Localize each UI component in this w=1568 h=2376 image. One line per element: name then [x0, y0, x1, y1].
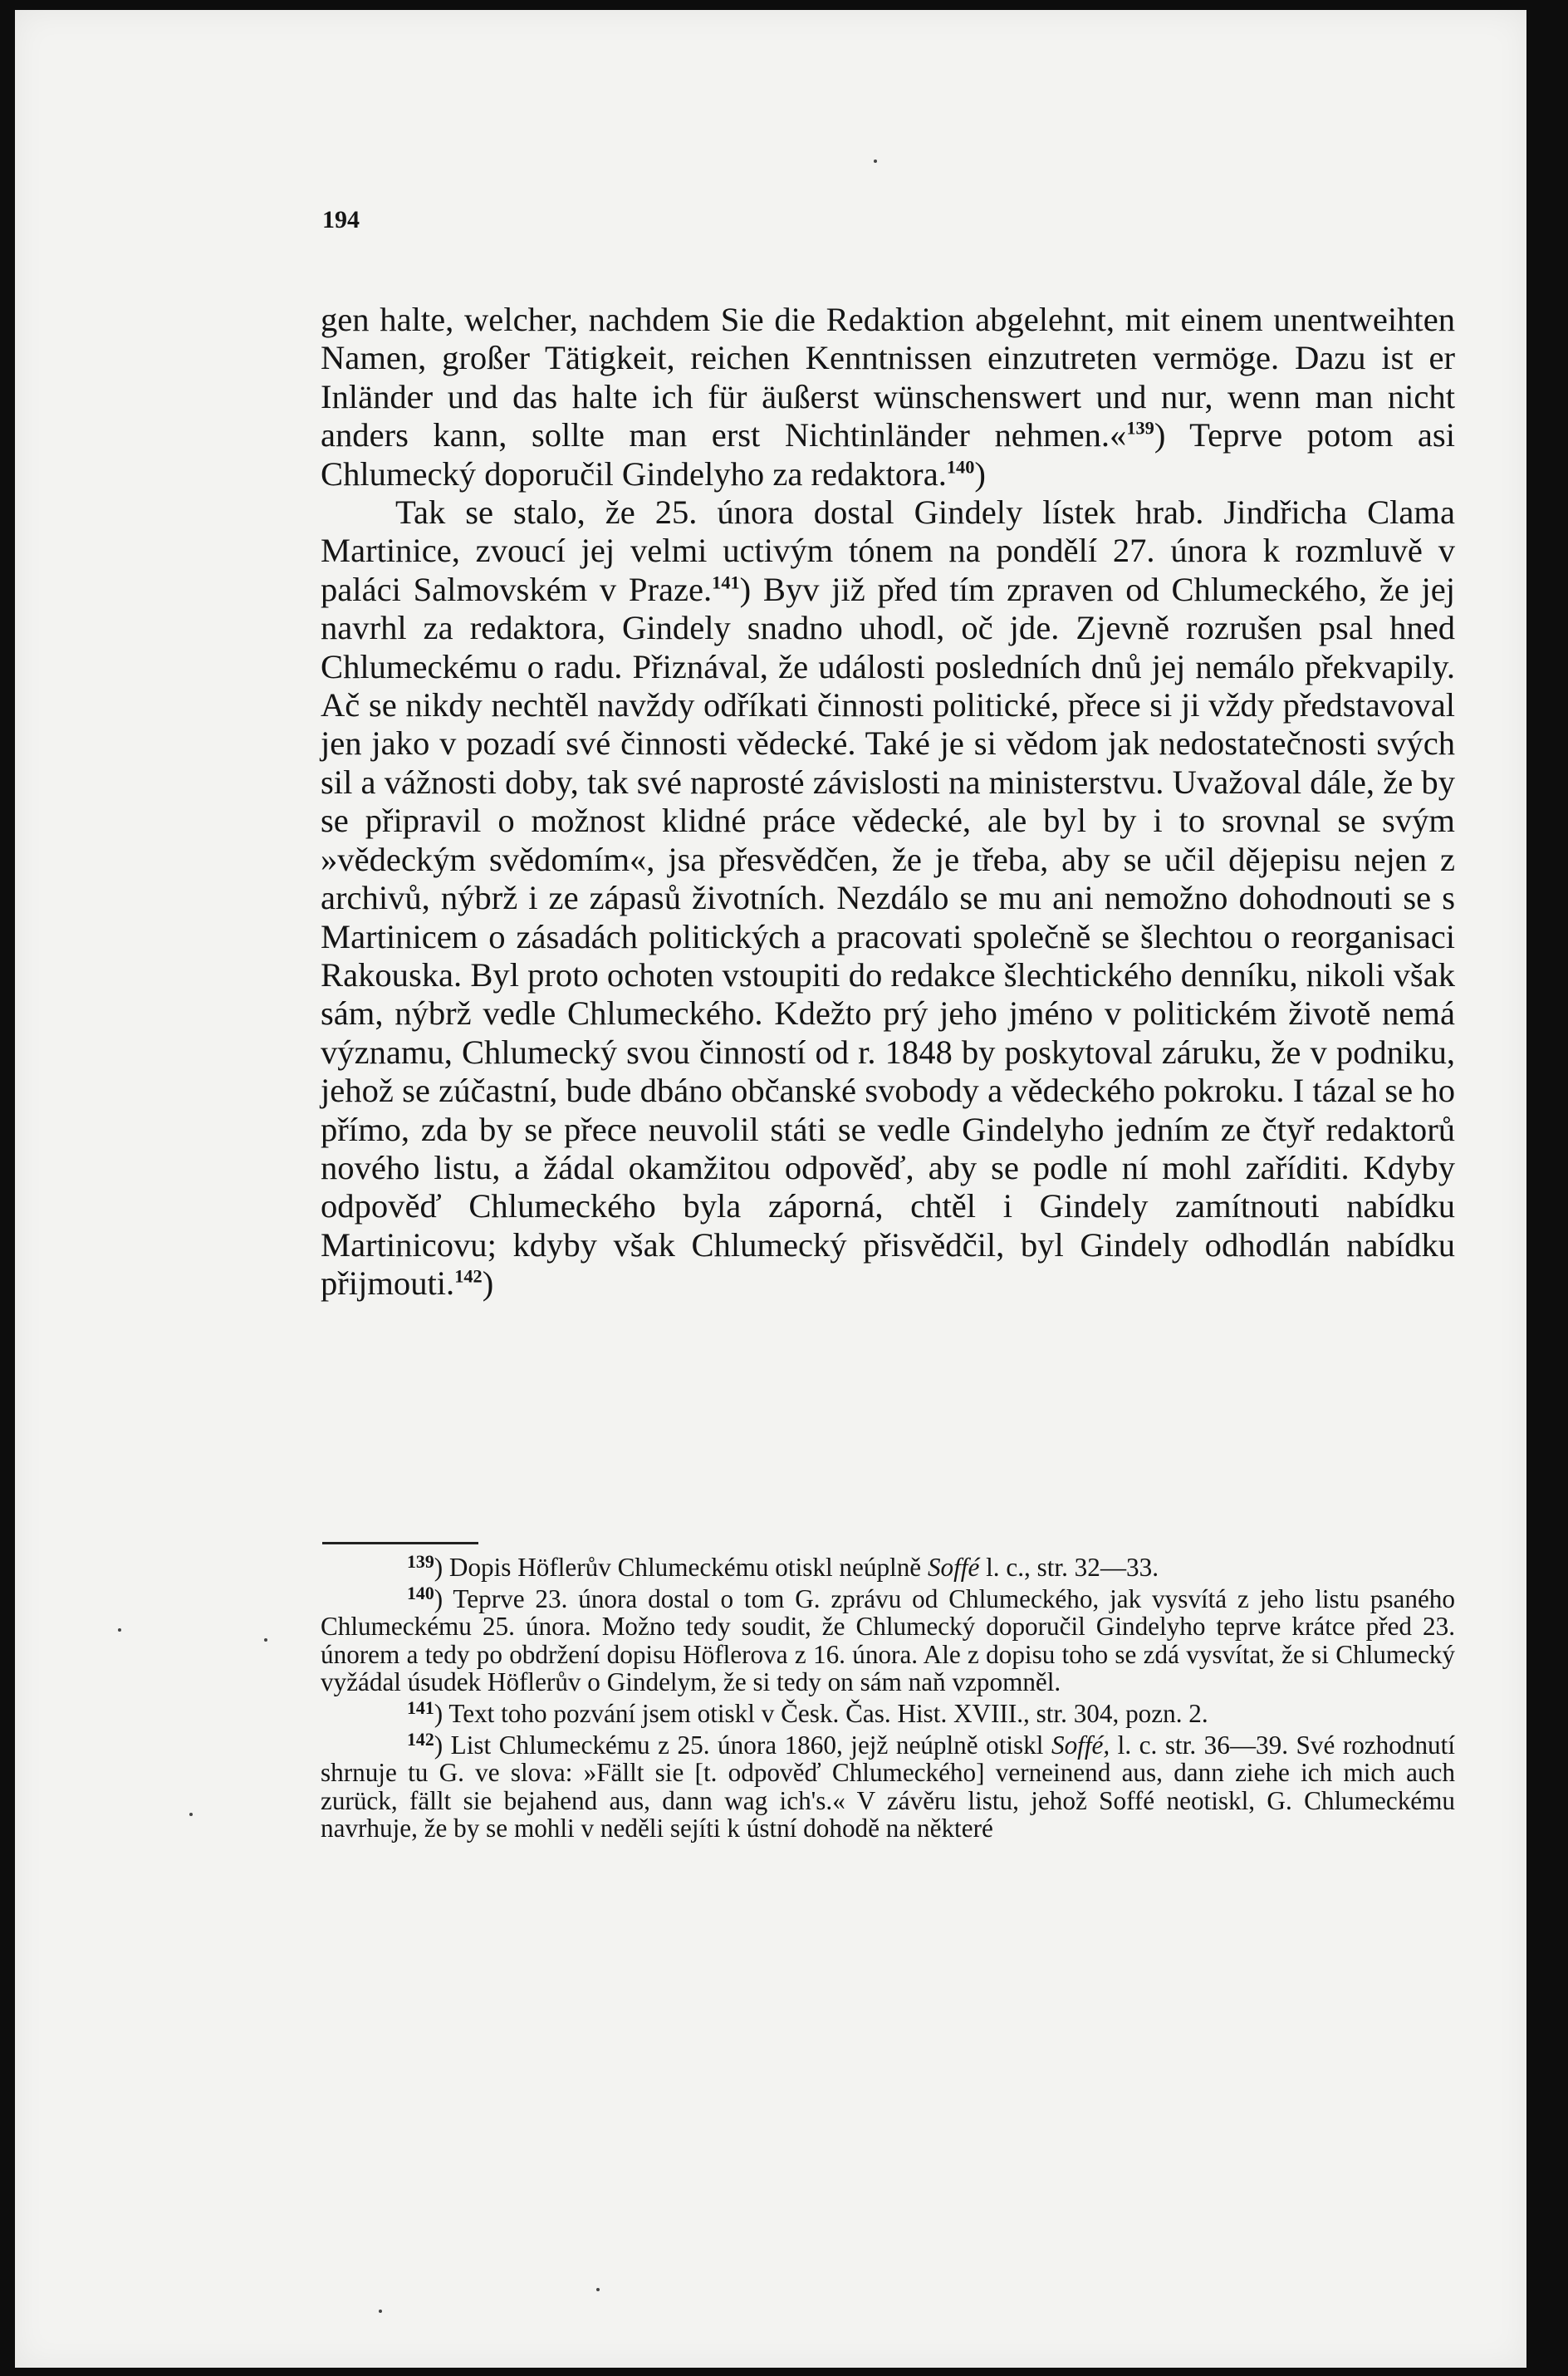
paragraph-1-text: gen halte, welcher, nachdem Sie die Redaktion abgelehnt, mit einem unentweihten Namen, großer Tätigkeit, reichen Kenntnissen einzutreten vermöge. Dazu ist er Inländer und das halte ich für äußerst wünschenswert und nur, wenn man nicht anders kann, sollte man erst Nichtinländer nehmen.« — [321, 301, 1455, 454]
main-text — [321, 301, 1455, 1303]
paragraph-1-text-3: ) — [974, 454, 986, 493]
footnote-mark: 141 — [407, 1698, 434, 1719]
footnote-mark: 142 — [407, 1729, 434, 1750]
footnote-mark: 140 — [407, 1583, 434, 1603]
page-number: 194 — [322, 206, 360, 233]
footnote-139 — [321, 1554, 1455, 1582]
footnote-ref-142: 142 — [454, 1265, 483, 1287]
paragraph-2-text-3: ) — [482, 1264, 494, 1303]
footnote-ref-140: 140 — [946, 456, 975, 478]
footnote-mark: 139 — [407, 1552, 434, 1573]
paragraph-1 — [321, 301, 1455, 493]
footnote-divider — [322, 1542, 478, 1544]
footnote-ref-139: 139 — [1126, 417, 1154, 439]
scan-speck — [874, 160, 877, 163]
footnotes — [321, 1554, 1455, 1846]
paragraph-2-text-2: ) Byv již před tím zpraven od Chlumeckého, že jej navrhl za redaktora, Gindely snadno uhodl, oč jde. Zjevně rozrušen psal hned Chlumeckému o radu. Přiznával, že události posledních dnů jej nemálo překvapily. Ač se nikdy nechtěl navždy odříkati činnosti politické, přece si ji vždy představoval jen jako v pozadí své činnosti vědecké. Také je si vědom jak nedostatečnosti svých sil a vážnosti doby, tak své naprosté závislosti na ministerstvu. Uvažoval dále, že by se připravil o možnost klidné práce vědecké, ale byl by i to srovnal se svým »vědeckým svědomím«, jsa přesvědčen, že je třeba, aby se učil dějepisu nejen z archivů, nýbrž i ze zápasů životních. Nezdálo se mu ani nemožno dohodnouti se s Martinicem o zásadách politických a pracovati společně se šlechtou o reorganisaci Rakouska. Byl proto ochoten vstoupiti do redakce šlechtického denníku, nikoli však sám, nýbrž vedle Chlumeckého. Kdežto prý jeho jméno v politickém životě nemá významu, Chlumecký svou činností od r. 1848 by poskytoval záruku, že v podniku, jehož se zúčastní, bude dbáno občanské svobody a vědeckého pokroku. I tázal se ho přímo, zda by se přece neuvolil státi se vedle Gindelyho jedním ze čtyř redaktorů nového listu, a žádal okamžitou odpověď, aby se podle ní mohl zaříditi. Kdyby odpověď Chlumeckého byla záporná, chtěl i Gindely zamítnouti nabídku Martinicovu; kdyby však Chlumecký přisvědčil, byl Gindely odhodlán nabídku přijmouti. — [321, 570, 1455, 1303]
footnote-ref-141: 141 — [712, 572, 740, 593]
footnote-text: ) Teprve 23. února dostal o tom G. zprávu od Chlumeckého, jak vysvítá z jeho listu psaného Chlumeckému 25. února. Možno tedy soudit, že Chlumecký doporučil Gindelyho teprve krátce před 23. únorem a tedy po obdržení dopisu Höflerova z 16. února. Ale z dopisu toho se zdá vysvítat, že si Chlumecký vyžádal úsudek Höflerův o Gindelym, že si tedy on sám naň vzpomněl. — [321, 1583, 1455, 1697]
footnote-tail: l. c., str. 32—33. — [979, 1553, 1159, 1582]
scan-speck — [118, 1628, 121, 1632]
footnote-text: ) Dopis Höflerův Chlumeckému otiskl neúplně — [434, 1553, 928, 1582]
footnote-text: ) Text toho pozvání jsem otiskl v Česk. Čas. Hist. XVIII., str. 304, pozn. 2. — [434, 1698, 1208, 1728]
footnote-text: ) List Chlumeckému z 25. února 1860, jejž neúplně otiskl — [434, 1730, 1051, 1760]
scan-speck — [189, 1813, 193, 1816]
footnote-tail: l. c. str. 36—39. Své rozhodnutí shrnuje tu G. ve slova: »Fällt sie [t. odpověď Chlumeckého] verneinend aus, dann ziehe ich mich auch zurück, fällt sie bejahend aus, dann wag ich's.« V závěru listu, jehož Soffé neotiskl, G. Chlumeckému navrhuje, že by se mohli v neděli sejíti k ústní dohodě na některé — [321, 1730, 1455, 1843]
footnote-italic: Soffé — [927, 1553, 980, 1582]
paragraph-2 — [321, 493, 1455, 1303]
scan-speck — [264, 1638, 267, 1642]
paragraph-1-text-2: ) Teprve potom asi Chlumecký doporučil Gindelyho za redaktora. — [321, 416, 1455, 493]
footnote-142 — [321, 1731, 1455, 1843]
scan-speck — [596, 2288, 600, 2291]
scan-speck — [379, 2310, 382, 2313]
footnote-140 — [321, 1585, 1455, 1696]
paragraph-2-text: Tak se stalo, že 25. února dostal Gindely lístek hrab. Jindřicha Clama Martinice, zvoucí jej velmi uctivým tónem na pondělí 27. února k rozmluvě v paláci Salmovském v Praze. — [321, 493, 1455, 608]
footnote-italic: Soffé, — [1051, 1730, 1110, 1760]
scanned-page — [15, 10, 1526, 2368]
footnote-141 — [321, 1700, 1455, 1728]
